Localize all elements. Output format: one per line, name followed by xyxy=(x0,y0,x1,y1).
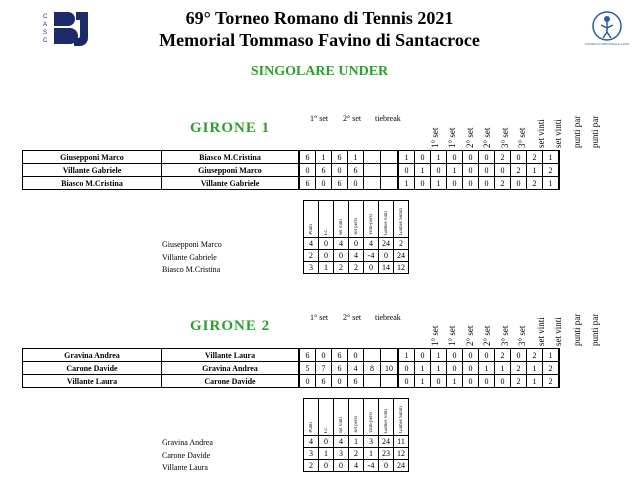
score-cell: 2 xyxy=(511,164,527,177)
standings-names xyxy=(162,437,213,475)
score-cell: 0 xyxy=(447,362,463,375)
score-cell: 0 xyxy=(447,151,463,164)
score-cell: 0 xyxy=(431,375,447,388)
player1-name: Giusepponi Marco xyxy=(23,151,162,164)
score-cell: 1 xyxy=(447,164,463,177)
standings-cell: 2 xyxy=(304,460,319,472)
page-title-line1: 69° Torneo Romano di Tennis 2021 xyxy=(185,8,454,28)
score-cell: 0 xyxy=(511,349,527,362)
score-cell: 1 xyxy=(543,349,560,362)
standings-cell: 1 xyxy=(349,436,364,448)
standings-table xyxy=(303,398,409,472)
standings-cell: 24 xyxy=(379,238,394,250)
vertical-col-header: 2° set xyxy=(465,325,475,346)
score-cell: 2 xyxy=(527,349,543,362)
standings-cell: 23 xyxy=(379,448,394,460)
player2-name: Villante Gabriele xyxy=(162,177,300,190)
col-header-set2: 2° set xyxy=(343,313,362,322)
score-cell: 0 xyxy=(348,349,364,362)
standings-header-cell xyxy=(394,201,409,238)
vertical-col-header: 2° set xyxy=(482,325,492,346)
standings-cell: 14 xyxy=(379,262,394,274)
standings-header-label: set vinti xyxy=(338,417,344,433)
score-cell: 0 xyxy=(463,375,479,388)
score-cell: 6 xyxy=(299,151,316,164)
standings-cell: 3 xyxy=(304,262,319,274)
score-cell: 0 xyxy=(511,177,527,190)
player1-name: Villante Gabriele xyxy=(23,164,162,177)
score-cell: 0 xyxy=(431,164,447,177)
score-cell: 0 xyxy=(316,349,332,362)
player1-name: Carone Davide xyxy=(23,362,162,375)
match-row xyxy=(23,375,560,388)
score-cell: 0 xyxy=(495,375,511,388)
svg-text:A: A xyxy=(43,22,48,28)
score-cell: 2 xyxy=(511,362,527,375)
vertical-col-header: 1° set xyxy=(430,127,440,148)
standings-header-label: set persi xyxy=(353,218,359,235)
score-cell: 1 xyxy=(431,177,447,190)
player1-name: Biasco M.Cristina xyxy=(23,177,162,190)
standings-cell: 0 xyxy=(349,238,364,250)
score-cell: 6 xyxy=(316,164,332,177)
score-cell: 0 xyxy=(447,177,463,190)
match-row xyxy=(23,164,560,177)
score-cell: 5 xyxy=(299,362,316,375)
score-cell: 2 xyxy=(543,164,560,177)
group-title: GIRONE 1 xyxy=(190,120,271,136)
score-cell xyxy=(381,349,399,362)
score-cell: 1 xyxy=(415,375,431,388)
score-cell: 0 xyxy=(479,375,495,388)
standings-cell: 24 xyxy=(379,436,394,448)
standings-header-label: set vinti xyxy=(338,219,344,235)
score-cell: 1 xyxy=(431,151,447,164)
score-cell: 0 xyxy=(398,164,415,177)
standings-header-cell xyxy=(304,201,319,238)
score-cell: 0 xyxy=(463,177,479,190)
match-table xyxy=(22,150,560,190)
standings-header-label: Punti xyxy=(308,224,314,235)
score-cell: 1 xyxy=(527,375,543,388)
vertical-col-header: 1° set xyxy=(447,325,457,346)
vertical-col-header: punti par xyxy=(572,313,582,346)
page-subtitle: SINGOLARE UNDER xyxy=(250,64,389,79)
standings-cell: 4 xyxy=(349,250,364,262)
vertical-col-header: 2° set xyxy=(482,127,492,148)
standings-cell: 24 xyxy=(394,250,409,262)
standing-player-name: Gravina Andrea xyxy=(162,438,213,447)
standings-header-cell xyxy=(334,399,349,436)
standing-player-name: Villante Laura xyxy=(162,463,208,472)
score-cell: 1 xyxy=(431,362,447,375)
score-cell: 6 xyxy=(332,177,348,190)
standings-cell: 4 xyxy=(304,436,319,448)
score-cell: 0 xyxy=(299,164,316,177)
standings-header-label: vinti-persi xyxy=(368,412,374,433)
standings-cell: 12 xyxy=(394,262,409,274)
score-cell xyxy=(381,375,399,388)
score-cell xyxy=(364,177,381,190)
vertical-col-header: punti par xyxy=(590,313,600,346)
standing-player-name: Giusepponi Marco xyxy=(162,240,222,249)
score-cell: 2 xyxy=(495,151,511,164)
score-cell: 0 xyxy=(479,349,495,362)
player2-name: Giusepponi Marco xyxy=(162,164,300,177)
standings-header-cell xyxy=(379,201,394,238)
group-title: GIRONE 2 xyxy=(190,318,271,334)
standings-cell: 0 xyxy=(319,460,334,472)
score-cell xyxy=(381,151,399,164)
player2-name: Gravina Andrea xyxy=(162,362,300,375)
score-cell: 0 xyxy=(495,164,511,177)
score-cell: 0 xyxy=(479,151,495,164)
page-title-line2: Memorial Tommaso Favino di Santacroce xyxy=(159,30,480,50)
match-table xyxy=(22,348,560,388)
vertical-col-header: set vinti xyxy=(553,119,563,148)
standings-cell: 0 xyxy=(319,436,334,448)
standings-row xyxy=(304,262,409,274)
score-cell: 1 xyxy=(348,151,364,164)
score-cell: 0 xyxy=(479,164,495,177)
col-header-set1: 1° set xyxy=(310,114,329,123)
svg-text:C: C xyxy=(43,14,48,20)
standings-header-cell xyxy=(304,399,319,436)
standings-cell: 12 xyxy=(394,448,409,460)
score-cell: 0 xyxy=(511,151,527,164)
score-cell: 6 xyxy=(348,375,364,388)
score-cell: 6 xyxy=(299,349,316,362)
standings-header-label: I.c. xyxy=(323,426,329,433)
standing-player-name: Carone Davide xyxy=(162,450,211,460)
score-cell: 1 xyxy=(398,177,415,190)
standings-header-cell xyxy=(364,201,379,238)
standings-cell: -4 xyxy=(364,460,379,472)
standings-header-label: Games vinti xyxy=(383,210,389,235)
standing-player-name: Villante Gabriele xyxy=(162,252,217,262)
standings-cell: 24 xyxy=(394,460,409,472)
standings-header-cell xyxy=(394,399,409,436)
vertical-col-header: 3° set xyxy=(517,127,527,148)
standings-header-label: I.c. xyxy=(323,228,329,235)
standings-header-row xyxy=(304,201,409,238)
regional-council-logo-text: CONSIGLIO REGIONALE LAZIO xyxy=(584,42,630,46)
score-cell: 0 xyxy=(447,349,463,362)
score-cell: 2 xyxy=(527,151,543,164)
vertical-col-header: set vinti xyxy=(536,119,546,148)
standings-cell: 0 xyxy=(364,262,379,274)
standings-cell: 3 xyxy=(364,436,379,448)
score-cell: 2 xyxy=(511,375,527,388)
score-cell: 0 xyxy=(332,375,348,388)
vertical-col-header: 1° set xyxy=(430,325,440,346)
standings-header-cell xyxy=(349,399,364,436)
standings-cell: 0 xyxy=(319,238,334,250)
score-cell: 4 xyxy=(348,362,364,375)
score-cell: 2 xyxy=(495,177,511,190)
score-cell: 0 xyxy=(463,362,479,375)
score-cell: 0 xyxy=(348,177,364,190)
standings-cell: 3 xyxy=(334,448,349,460)
vertical-col-header: punti par xyxy=(572,115,582,148)
score-cell: 6 xyxy=(348,164,364,177)
standings-header-label: Games Subiti xyxy=(398,405,404,433)
score-cell xyxy=(364,151,381,164)
vertical-col-header: 1° set xyxy=(447,127,457,148)
score-cell: 0 xyxy=(332,164,348,177)
svg-text:S: S xyxy=(43,30,48,36)
standings-cell: 1 xyxy=(319,448,334,460)
match-row xyxy=(23,151,560,164)
standings-cell: 2 xyxy=(349,262,364,274)
standings-table xyxy=(303,200,409,274)
col-header-set1: 1° set xyxy=(310,313,329,322)
score-cell: 0 xyxy=(398,375,415,388)
svg-text:C: C xyxy=(43,38,48,44)
standings-cell: 4 xyxy=(334,238,349,250)
match-row xyxy=(23,362,560,375)
score-cell xyxy=(381,177,399,190)
standings-header-cell xyxy=(349,201,364,238)
score-cell: 0 xyxy=(463,164,479,177)
score-cell: 1 xyxy=(415,164,431,177)
standings-cell: 0 xyxy=(379,460,394,472)
score-cell: 2 xyxy=(495,349,511,362)
score-cell: 1 xyxy=(543,177,560,190)
standings-cell: 2 xyxy=(394,238,409,250)
score-cell: 0 xyxy=(479,177,495,190)
score-cell: 1 xyxy=(398,349,415,362)
vertical-col-header: punti par xyxy=(590,115,600,148)
standings-cell: 4 xyxy=(364,238,379,250)
standings-header-label: Punti xyxy=(308,422,314,433)
standings-row xyxy=(304,250,409,262)
score-cell xyxy=(364,349,381,362)
standings-header-cell xyxy=(319,201,334,238)
score-cell: 1 xyxy=(398,151,415,164)
standings-cell: 2 xyxy=(349,448,364,460)
standings-header-label: set persi xyxy=(353,416,359,433)
col-header-tiebreak: tiebreak xyxy=(375,114,401,123)
score-cell: 0 xyxy=(398,362,415,375)
standings-cell: 4 xyxy=(349,460,364,472)
score-cell: 1 xyxy=(479,362,495,375)
standings-cell: 0 xyxy=(334,460,349,472)
score-cell: 8 xyxy=(364,362,381,375)
vertical-col-header: 3° set xyxy=(517,325,527,346)
score-cell: 10 xyxy=(381,362,399,375)
standings-header-cell xyxy=(364,399,379,436)
score-cell: 1 xyxy=(316,151,332,164)
vertical-col-header: 3° set xyxy=(500,127,510,148)
player2-name: Biasco M.Cristina xyxy=(162,151,300,164)
standings-header-cell xyxy=(379,399,394,436)
score-cell: 2 xyxy=(543,375,560,388)
score-cell: 0 xyxy=(316,177,332,190)
standings-names xyxy=(162,239,222,277)
vertical-col-header: 3° set xyxy=(500,325,510,346)
score-cell: 1 xyxy=(527,362,543,375)
standings-cell: 1 xyxy=(364,448,379,460)
vertical-col-header: set vinti xyxy=(553,317,563,346)
match-row xyxy=(23,177,560,190)
score-cell: 6 xyxy=(332,151,348,164)
standings-header-cell xyxy=(334,201,349,238)
score-cell: 0 xyxy=(415,349,431,362)
standings-cell: 3 xyxy=(304,448,319,460)
score-cell: 0 xyxy=(463,151,479,164)
match-row xyxy=(23,349,560,362)
standings-header-row xyxy=(304,399,409,436)
score-cell: 1 xyxy=(527,164,543,177)
standings-cell: 2 xyxy=(334,262,349,274)
player2-name: Carone Davide xyxy=(162,375,300,388)
score-cell: 0 xyxy=(463,349,479,362)
score-cell: 0 xyxy=(299,375,316,388)
standings-header-label: Games Subiti xyxy=(398,207,404,235)
standings-row xyxy=(304,448,409,460)
score-cell: 6 xyxy=(316,375,332,388)
standings-header-label: vinti-persi xyxy=(368,214,374,235)
standings-header-label: Games vinti xyxy=(383,408,389,433)
player1-name: Villante Laura xyxy=(23,375,162,388)
col-header-set2: 2° set xyxy=(343,114,362,123)
vertical-col-header: 2° set xyxy=(465,127,475,148)
score-cell: 7 xyxy=(316,362,332,375)
standings-row xyxy=(304,238,409,250)
standings-row xyxy=(304,436,409,448)
score-cell: 6 xyxy=(299,177,316,190)
standings-cell: 4 xyxy=(304,238,319,250)
score-cell: 6 xyxy=(332,362,348,375)
standing-player-name: Biasco M.Cristina xyxy=(162,265,221,274)
player2-name: Villante Laura xyxy=(162,349,300,362)
standings-cell: 0 xyxy=(319,250,334,262)
vertical-col-header: set vinti xyxy=(536,317,546,346)
col-header-tiebreak: tiebreak xyxy=(375,313,401,322)
standings-cell: -4 xyxy=(364,250,379,262)
standings-cell: 0 xyxy=(379,250,394,262)
score-cell xyxy=(364,375,381,388)
score-cell: 1 xyxy=(495,362,511,375)
standings-cell: 1 xyxy=(319,262,334,274)
standings-row xyxy=(304,460,409,472)
standings-cell: 0 xyxy=(334,250,349,262)
score-cell: 1 xyxy=(447,375,463,388)
score-cell xyxy=(381,164,399,177)
standings-cell: 4 xyxy=(334,436,349,448)
score-cell: 1 xyxy=(543,151,560,164)
score-cell: 2 xyxy=(543,362,560,375)
score-cell: 0 xyxy=(415,151,431,164)
standings-cell: 11 xyxy=(394,436,409,448)
score-cell: 2 xyxy=(527,177,543,190)
score-cell xyxy=(364,164,381,177)
standings-header-cell xyxy=(319,399,334,436)
player1-name: Gravina Andrea xyxy=(23,349,162,362)
score-cell: 6 xyxy=(332,349,348,362)
standings-cell: 2 xyxy=(304,250,319,262)
score-cell: 0 xyxy=(415,177,431,190)
score-cell: 1 xyxy=(415,362,431,375)
score-cell: 1 xyxy=(431,349,447,362)
